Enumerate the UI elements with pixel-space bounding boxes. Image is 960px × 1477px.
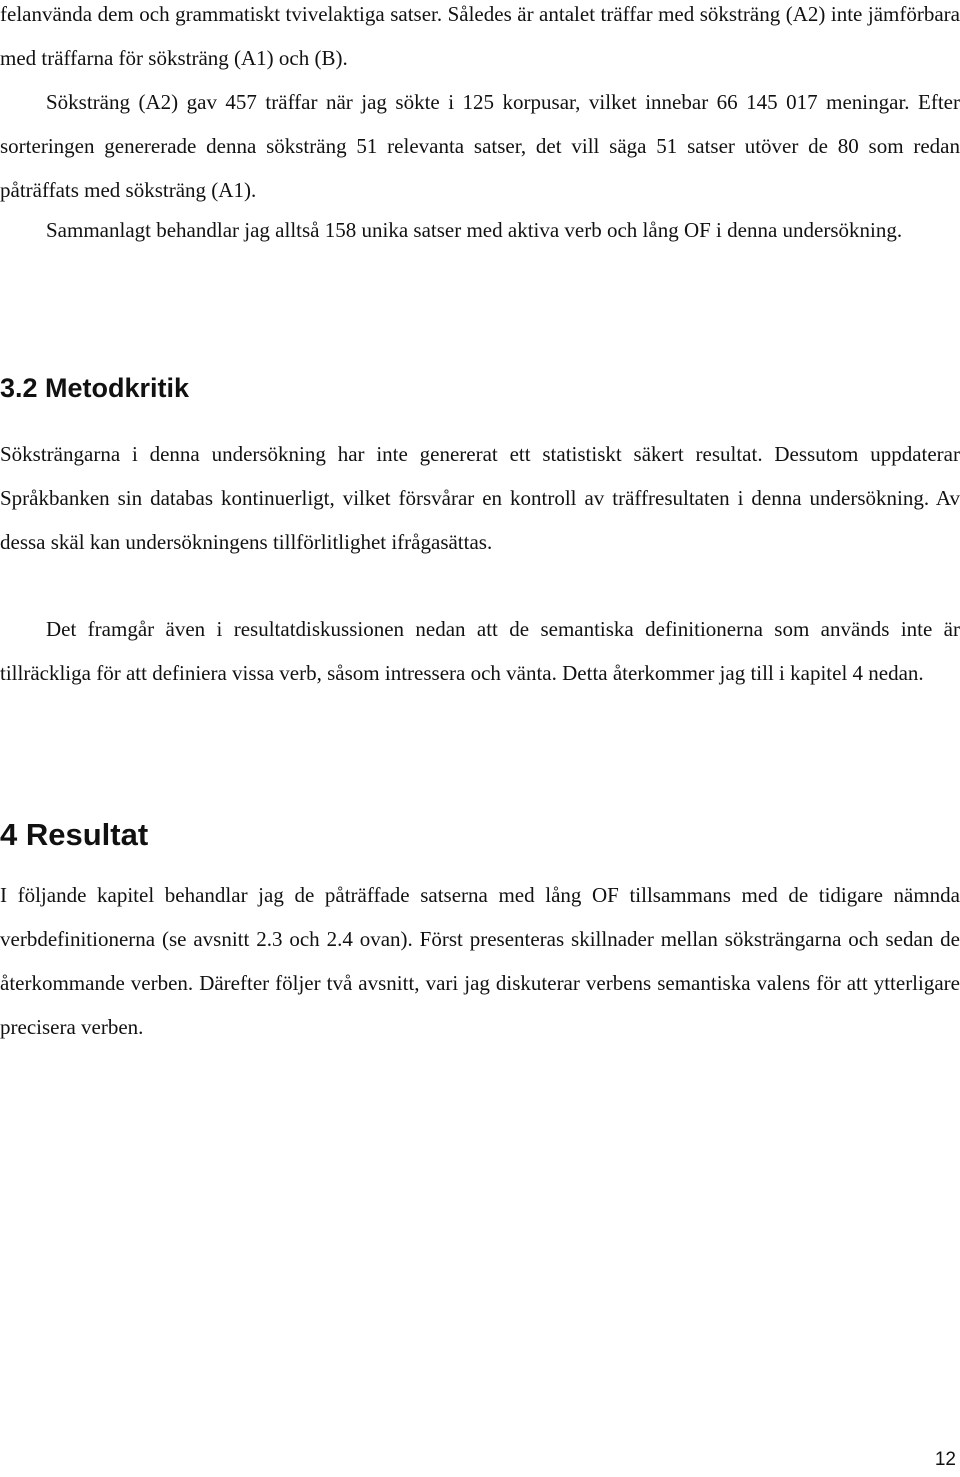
chapter-heading-resultat: 4 Resultat <box>0 817 149 852</box>
paragraph-continuation: felanvända dem och grammatiskt tvivelaktiga satser. Således är antalet träffar med söksträng (A2) inte jämförbara med träffarna för söksträng (A1) och (B). <box>0 2 960 70</box>
section-heading-metodkritik: 3.2 Metodkritik <box>0 373 190 403</box>
paragraph-a2-results: Söksträng (A2) gav 457 träffar när jag sökte i 125 korpusar, vilket innebar 66 145 017 meningar. Efter sorteringen genererade denna söksträng 51 relevanta satser, det vill säga 51 satser utöver de 80 som redan påträffats med söksträng (A1). <box>0 90 960 202</box>
paragraph-resultat-intro: I följande kapitel behandlar jag de påträffade satserna med lång OF tillsammans med de tidigare nämnda verbdefinitionerna (se avsnitt 2.3 och 2.4 ovan). Först presenteras skillnader mellan söksträngarna och sedan de återkommande verben. Därefter följer två avsnitt, vari jag diskuterar verbens semantiska valens för att ytterligare precisera verben. <box>0 883 960 1039</box>
paragraph-definitions: Det framgår även i resultatdiskussionen nedan att de semantiska definitionerna som används inte är tillräckliga för att definiera vissa verb, såsom intressera och vänta. Detta återkommer jag till i kapitel 4 nedan. <box>0 617 960 685</box>
paragraph-summary: Sammanlagt behandlar jag alltså 158 unika satser med aktiva verb och lång OF i denna undersökning. <box>46 218 903 242</box>
page-number: 12 <box>934 1449 956 1470</box>
paragraph-metodkritik: Söksträngarna i denna undersökning har inte genererat ett statistiskt säkert resultat. Dessutom uppdaterar Språkbanken sin databas kontinuerligt, vilket försvårar en kontroll av träffresultaten i denna undersökning. Av dessa skäl kan undersökningens tillförlitlighet ifrågasättas. <box>0 442 960 554</box>
